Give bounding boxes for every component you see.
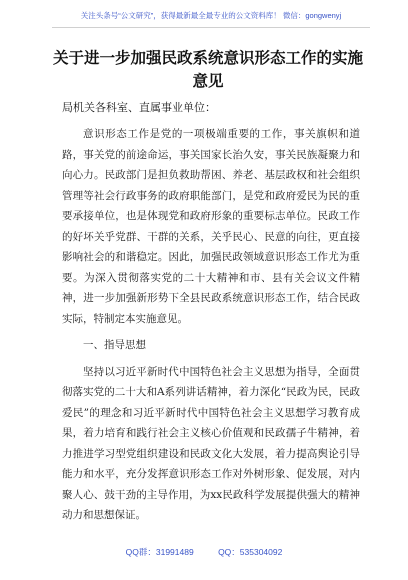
footer-qq-number: QQ：535304092 <box>218 547 283 557</box>
section-paragraph: 坚持以习近平新时代中国特色社会主义思想为指导，全面贯彻落实党的二十大和A系列讲话精神，着力深化“民政为民，民政爱民”的理念和习近平新时代中国特色社会主义思想学习教育成果，着力培育和践行社会主义核心价值观和民政孺子牛精神，着力推进学习型党组织建设和民政文化大发展，着力提高舆论引导能力和水平，充分发挥意识形态工作对外树形象、促发展，对内聚人心、鼓干劲的主导作用，为xx民政科学发展提供强大的精神动力和思想保证。 <box>62 365 360 521</box>
footer-contact <box>0 545 408 559</box>
section-heading: 一、指导思想 <box>83 339 146 351</box>
intro-paragraph: 意识形态工作是党的一项极端重要的工作，事关旗帜和道路，事关党的前途命运，事关国家长治久安，事关民族凝聚力和向心力。民政部门是担负救助帮困、养老、基层政权和社会组织管理等社会行政事务的政府职能部门，是党和政府爱民为民的重要承接单位，也是体现党和政府形象的重要标志单位。民政工作的好坏关乎党群、干群的关系，关乎民心、民意的向往，更直接影响社会的和谐稳定。因此，加强民政领域意识形态工作尤为重要。为深入贯彻落实党的二十大精神和市、县有关会议文件精神，进一步加强新形势下全县民政系统意识形态工作，结合民政实际，特制定本实施意见。 <box>62 128 360 325</box>
addressee: 局机关各科室、直属事业单位： <box>62 101 216 114</box>
footer-qq-group: QQ群：31991489 <box>125 547 194 557</box>
document-body <box>62 124 360 526</box>
header-banner: 关注头条号“公文研究”，获得最新最全最专业的公文资料库！ 微信：gongwenyj <box>52 9 370 28</box>
document-title: 关于进一步加强民政系统意识形态工作的实施意见 <box>52 49 363 90</box>
